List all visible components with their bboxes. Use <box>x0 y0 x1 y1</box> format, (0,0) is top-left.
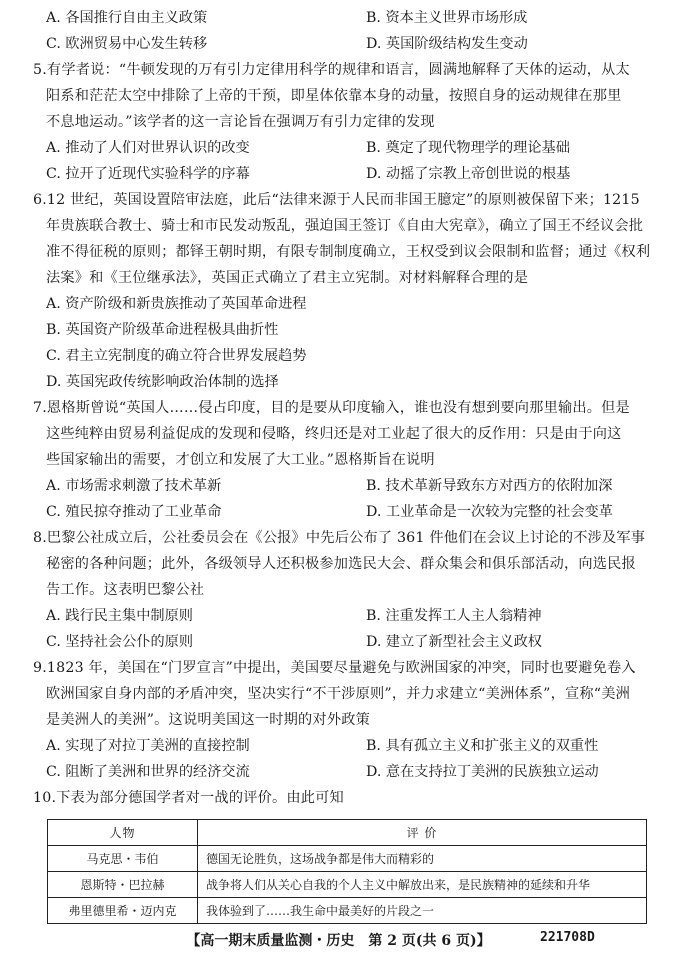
q7-option-c: C. 殖民掠夺推动了工业革命 <box>46 504 222 520</box>
question-5-line: 不息地运动。”该学者的这一言论旨在强调万有引力定律的发现 <box>46 114 435 130</box>
table-cell-evaluation: 我体验到了……我生命中最美好的片段之一 <box>198 898 647 924</box>
q7-option-d: D. 工业革命是一次较为完整的社会变革 <box>366 504 613 520</box>
question-9-line: 是美洲人的美洲”。这说明美国这一时期的对外政策 <box>46 712 370 728</box>
footer-title: 【高一期末质量监测・历史 第 2 页(共 6 页)】 <box>186 933 491 949</box>
table-header-evaluation: 评 价 <box>198 820 647 846</box>
question-9-line: 欧洲国家自身内部的矛盾冲突，坚决实行“不干涉原则”，并力求建立“美洲体系”，宣称“美洲 <box>46 686 630 702</box>
question-5-line: 阳系和茫茫太空中排除了上帝的干预，即星体依靠本身的动量，按照自身的运动规律在那里 <box>46 88 622 104</box>
option-c: C. 欧洲贸易中心发生转移 <box>46 36 208 52</box>
q8-option-b: B. 注重发挥工人主人翁精神 <box>366 608 542 624</box>
table-cell-person: 弗里德里希・迈内克 <box>48 898 198 924</box>
option-d: D. 英国阶级结构发生变动 <box>366 36 528 52</box>
question-5-line: 5.有学者说：“牛顿发现的万有引力定律用科学的规律和语言，圆满地解释了天体的运动，从太 <box>33 62 630 78</box>
question-7-line: 这些纯粹由贸易利益促成的发现和侵略，终归还是对工业起了很大的反作用：只是由于向这 <box>46 426 622 442</box>
table-header-person: 人物 <box>48 820 198 846</box>
option-a: A. 各国推行自由主义政策 <box>46 10 208 26</box>
q8-option-d: D. 建立了新型社会主义政权 <box>366 634 542 650</box>
question-6-line: 法案》和《王位继承法》，英国正式确立了君主立宪制。对材料解释合理的是 <box>46 270 529 286</box>
q8-option-a: A. 践行民主集中制原则 <box>46 608 193 624</box>
question-7-line: 7.恩格斯曾说“英国人……侵占印度，目的是要从印度输入，谁也没有想到要向那里输出。但是 <box>33 400 630 416</box>
q9-option-a: A. 实现了对拉丁美洲的直接控制 <box>46 738 250 754</box>
q9-option-b: B. 具有孤立主义和扩张主义的双重性 <box>366 738 599 754</box>
table-row <box>48 846 647 872</box>
question-8-line: 8.巴黎公社成立后，公社委员会在《公报》中先后公布了 361 件他们在会议上讨论的不涉及军事 <box>33 530 646 546</box>
question-9-line: 9.1823 年，美国在“门罗宣言”中提出，美国要尽量避免与欧洲国家的冲突，同时也要避免卷入 <box>33 660 636 676</box>
q9-option-d: D. 意在支持拉丁美洲的民族独立运动 <box>366 764 599 780</box>
table-row <box>48 872 647 898</box>
question-6-line: 年贵族联合教士、骑士和市民发动叛乱，强迫国王签订《自由大宪章》，确立了国王不经议会批 <box>46 218 644 234</box>
q6-option-c: C. 君主立宪制度的确立符合世界发展趋势 <box>46 348 307 364</box>
table-cell-evaluation: 战争将人们从关心自我的个人主义中解放出来，是民族精神的延续和升华 <box>198 872 647 898</box>
q5-option-b: B. 奠定了现代物理学的理论基础 <box>366 140 570 156</box>
question-8-line: 告工作。这表明巴黎公社 <box>46 582 205 598</box>
table-row <box>48 898 647 924</box>
q8-option-c: C. 坚持社会公仆的原则 <box>46 634 194 650</box>
table-header-row <box>48 820 647 846</box>
q5-option-a: A. 推动了人们对世界认识的改变 <box>46 140 250 156</box>
question-7-line: 些国家输出的需要，才创立和发展了大工业。”恩格斯旨在说明 <box>46 452 435 468</box>
evaluation-table <box>47 819 647 924</box>
table-cell-person: 马克思・韦伯 <box>48 846 198 872</box>
footer-code: 221708D <box>540 930 595 945</box>
q7-option-b: B. 技术革新导致东方对西方的依附加深 <box>366 478 613 494</box>
q6-option-b: B. 英国资产阶级革命进程极具曲折性 <box>46 322 279 338</box>
q9-option-c: C. 阻断了美洲和世界的经济交流 <box>46 764 250 780</box>
q6-option-a: A. 资产阶级和新贵族推动了英国革命进程 <box>46 296 307 312</box>
q7-option-a: A. 市场需求刺激了技术革新 <box>46 478 222 494</box>
question-10-stem: 10.下表为部分德国学者对一战的评价。由此可知 <box>33 790 344 806</box>
option-b: B. 资本主义世界市场形成 <box>366 10 528 26</box>
question-6-line: 6.12 世纪，英国设置陪审法庭，此后“法律来源于人民而非国王臆定”的原则被保留下来；1215 <box>33 192 640 208</box>
q5-option-c: C. 拉开了近现代实验科学的序幕 <box>46 166 250 182</box>
table-cell-person: 恩斯特・巴拉赫 <box>48 872 198 898</box>
q6-option-d: D. 英国宪政传统影响政治体制的选择 <box>46 374 279 390</box>
q5-option-d: D. 动摇了宗教上帝创世说的根基 <box>366 166 571 182</box>
question-8-line: 秘密的各种问题；此外，各级领导人还积极参加选民大会、群众集会和俱乐部活动，向选民报 <box>46 556 636 572</box>
question-6-line: 准不得征税的原则；都铎王朝时期，有限专制制度确立，王权受到议会限制和监督；通过《权利 <box>46 244 651 260</box>
table-cell-evaluation: 德国无论胜负，这场战争都是伟大而精彩的 <box>198 846 647 872</box>
